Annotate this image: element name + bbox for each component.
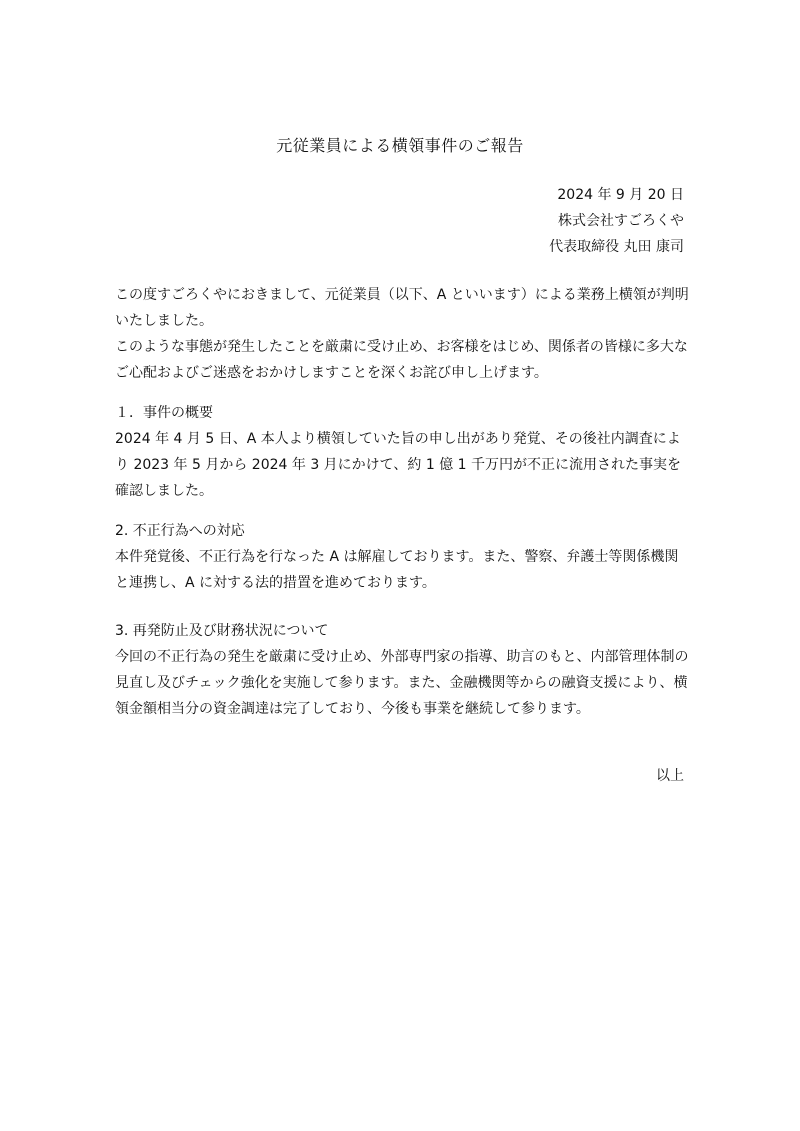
document-date: 2024 年 9 月 20 日 (557, 187, 684, 203)
section-body: 今回の不正行為の発生を厳粛に受け止め、外部専門家の指導、助言のもと、内部管理体制の見直し及びチェック強化を実施して参ります。また、金融機関等からの融資支援により、横領金額相当分の資金調達は完了しており、今後も事業を継続して参ります。 (115, 649, 689, 717)
intro-paragraph-2: このような事態が発生したことを厳粛に受け止め、お客様をはじめ、関係者の皆様に多大なご心配およびご迷惑をおかけしますことを深くお詫び申し上げます。 (115, 339, 688, 381)
section-heading: 3. 再発防止及び財務状況について (115, 623, 329, 639)
section-response (115, 518, 690, 596)
section-body: 本件発覚後、不正行為を行なった A は解雇しております。また、警察、弁護士等関係機関と連携し、A に対する法的措置を進めております。 (115, 549, 679, 591)
document-meta (549, 182, 684, 260)
section-incident-overview (115, 400, 690, 504)
section-prevention-finance (115, 618, 690, 722)
closing-remark: 以上 (656, 768, 684, 784)
intro-paragraph-1: この度すごろくやにおきまして、元従業員（以下、A といいます）による業務上横領が判明いたしました。 (115, 287, 689, 329)
company-name: 株式会社すごろくや (558, 213, 684, 229)
section-heading: １．事件の概要 (115, 405, 213, 421)
section-heading: 2. 不正行為への対応 (115, 523, 245, 539)
document-title: 元従業員による横領事件のご報告 (276, 136, 524, 155)
section-body: 2024 年 4 月 5 日、A 本人より横領していた旨の申し出があり発覚、その後社内調査により 2023 年 5 月から 2024 年 3 月にかけて、約 1 億 1 千万円が不正に流用された事実を確認しました。 (115, 431, 682, 499)
representative-name: 代表取締役 丸田 康司 (549, 239, 684, 255)
intro-section (115, 282, 690, 386)
